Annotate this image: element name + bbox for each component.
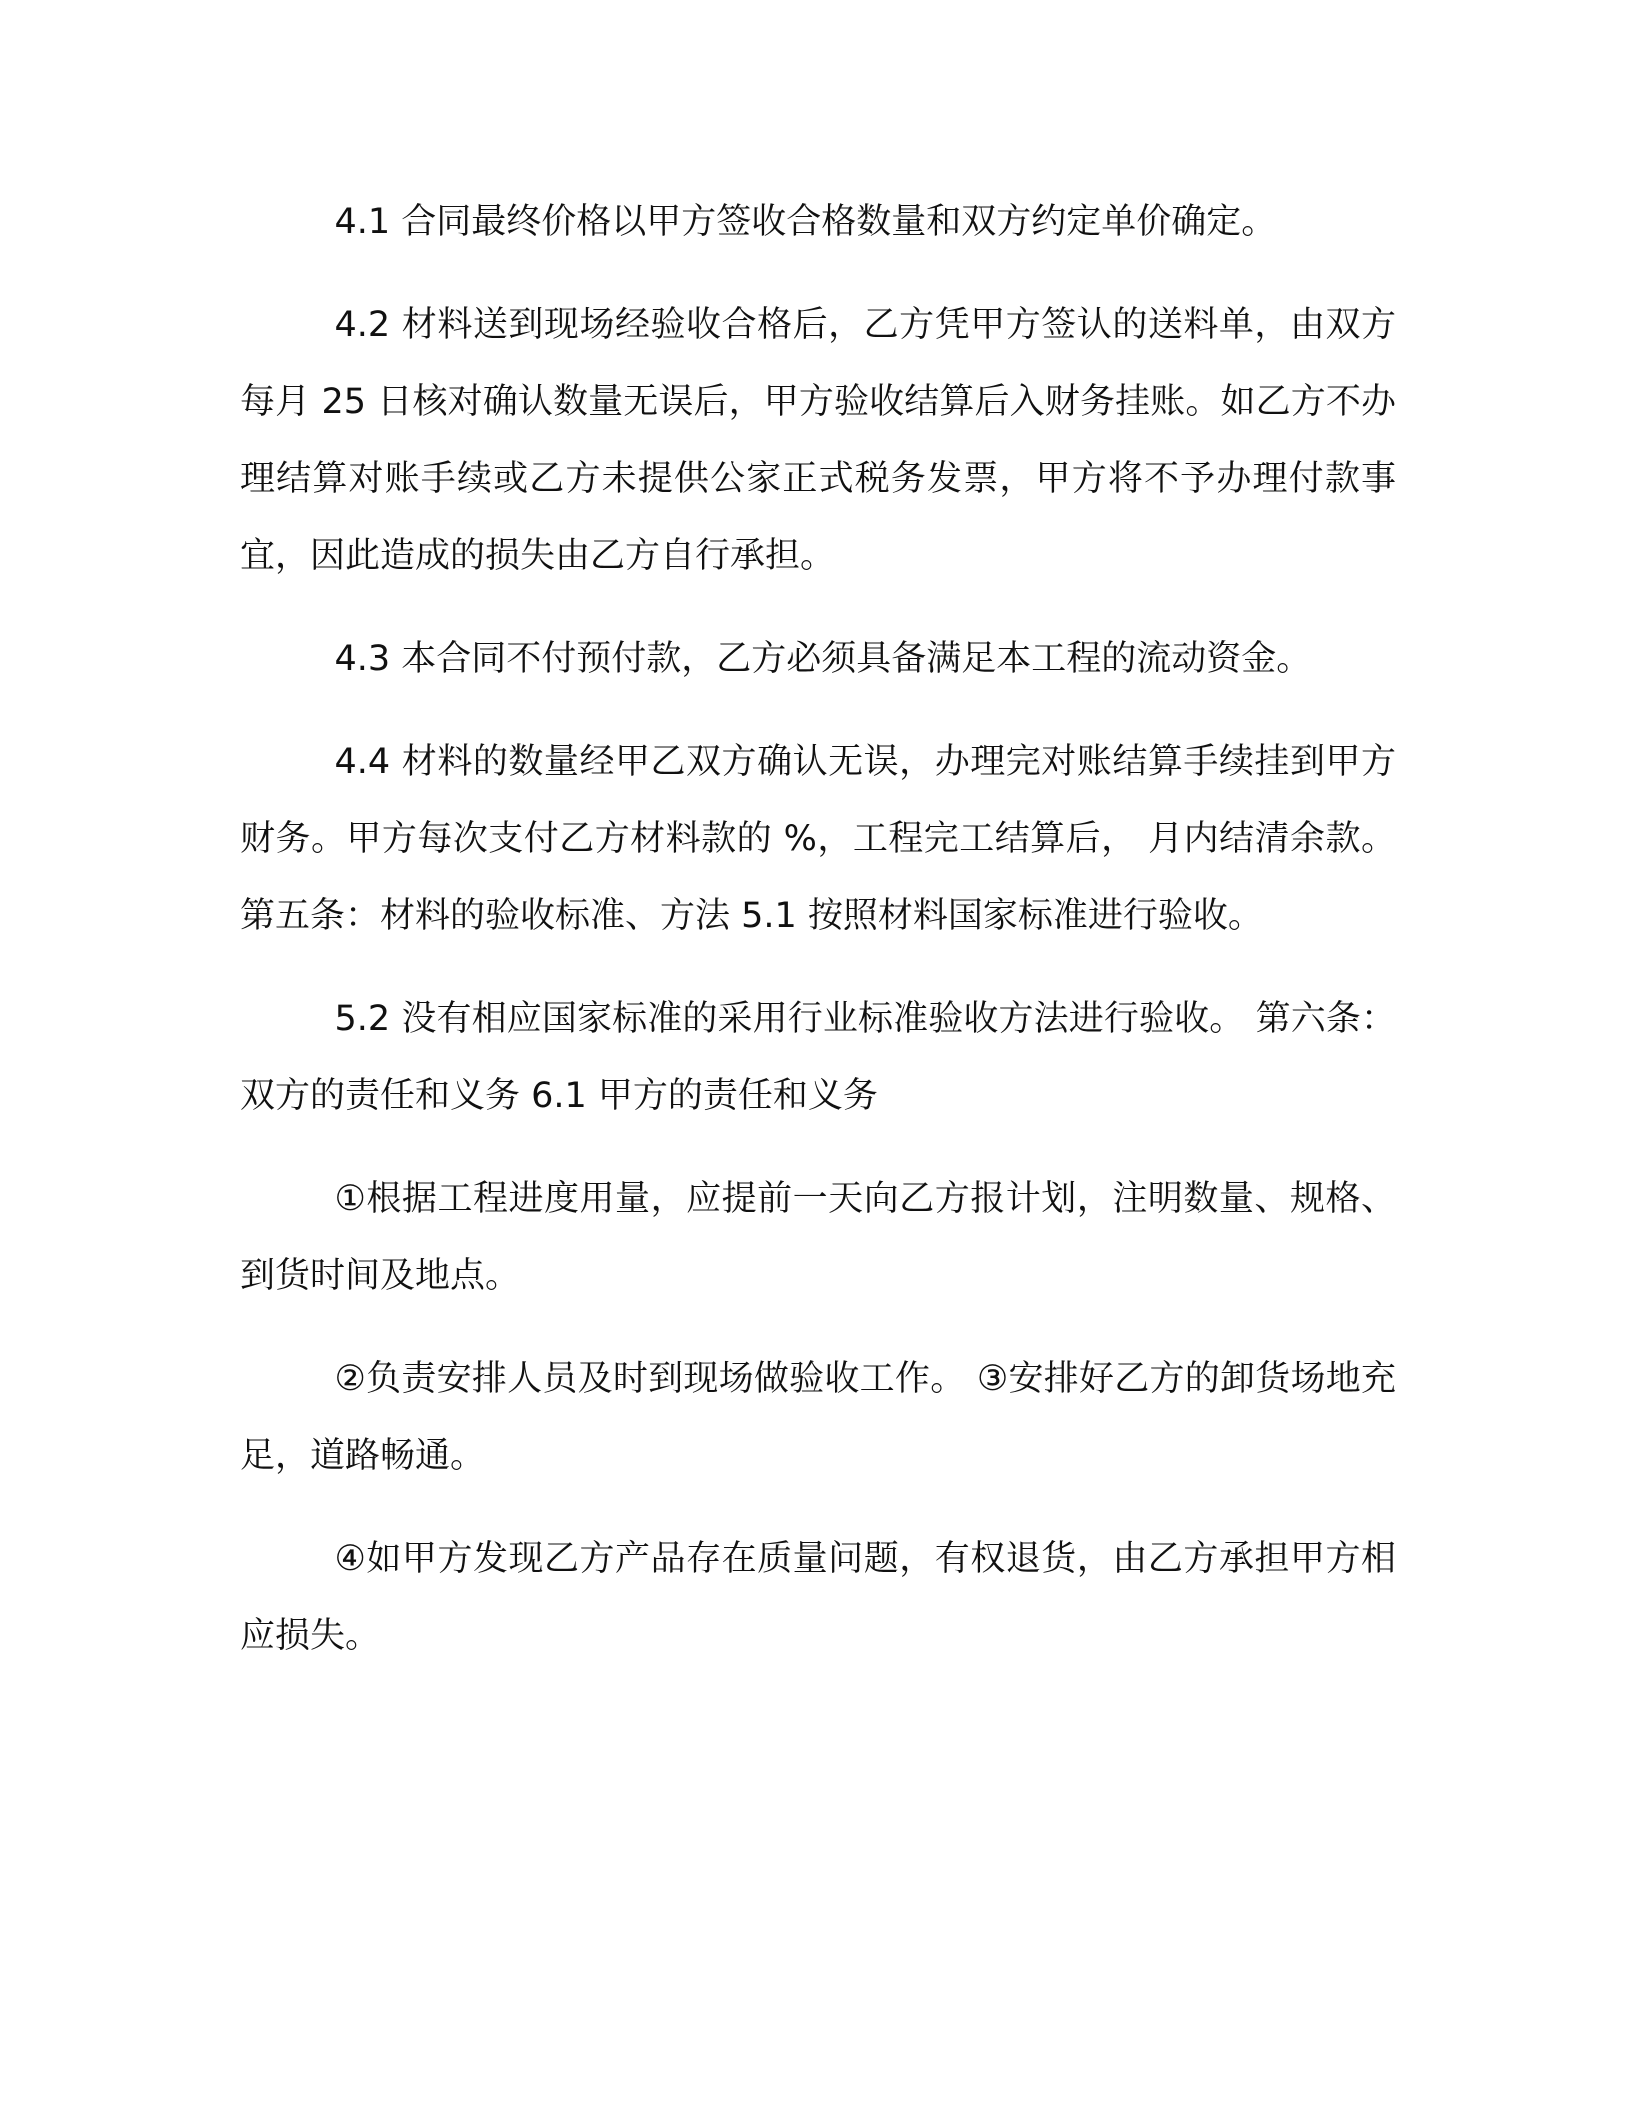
clause-4-3: 4.3 本合同不付预付款，乙方必须具备满足本工程的流动资金。 (334, 639, 1312, 679)
clause-6-1-item-4: ④如甲方发现乙方产品存在质量问题，有权退货，由乙方承担甲方相应损失。 (240, 1539, 1396, 1656)
document-body (240, 184, 1396, 1701)
clause-4-1: 4.1 合同最终价格以甲方签收合格数量和双方约定单价确定。 (334, 202, 1277, 242)
clause-6-1-items-2-3: ②负责安排人员及时到现场做验收工作。 ③安排好乙方的卸货场地充足，道路畅通。 (240, 1359, 1396, 1476)
clause-6-1-item-1: ①根据工程进度用量，应提前一天向乙方报计划，注明数量、规格、到货时间及地点。 (240, 1179, 1396, 1296)
clause-4-4: 4.4 材料的数量经甲乙双方确认无误，办理完对账结算手续挂到甲方财务。甲方每次支付乙方材料款的 %，工程完工结算后， 月内结清余款。 第五条：材料的验收标准、方法 5.1 按照材料国家标准进行验收。 (240, 742, 1396, 936)
clause-5-2: 5.2 没有相应国家标准的采用行业标准验收方法进行验收。 第六条：双方的责任和义务 6.1 甲方的责任和义务 (240, 999, 1396, 1116)
clause-4-2: 4.2 材料送到现场经验收合格后，乙方凭甲方签认的送料单，由双方每月 25 日核对确认数量无误后，甲方验收结算后入财务挂账。如乙方不办理结算对账手续或乙方未提供公家正式税务发票，甲方将不予办理付款事宜，因此造成的损失由乙方自行承担。 (240, 305, 1396, 576)
